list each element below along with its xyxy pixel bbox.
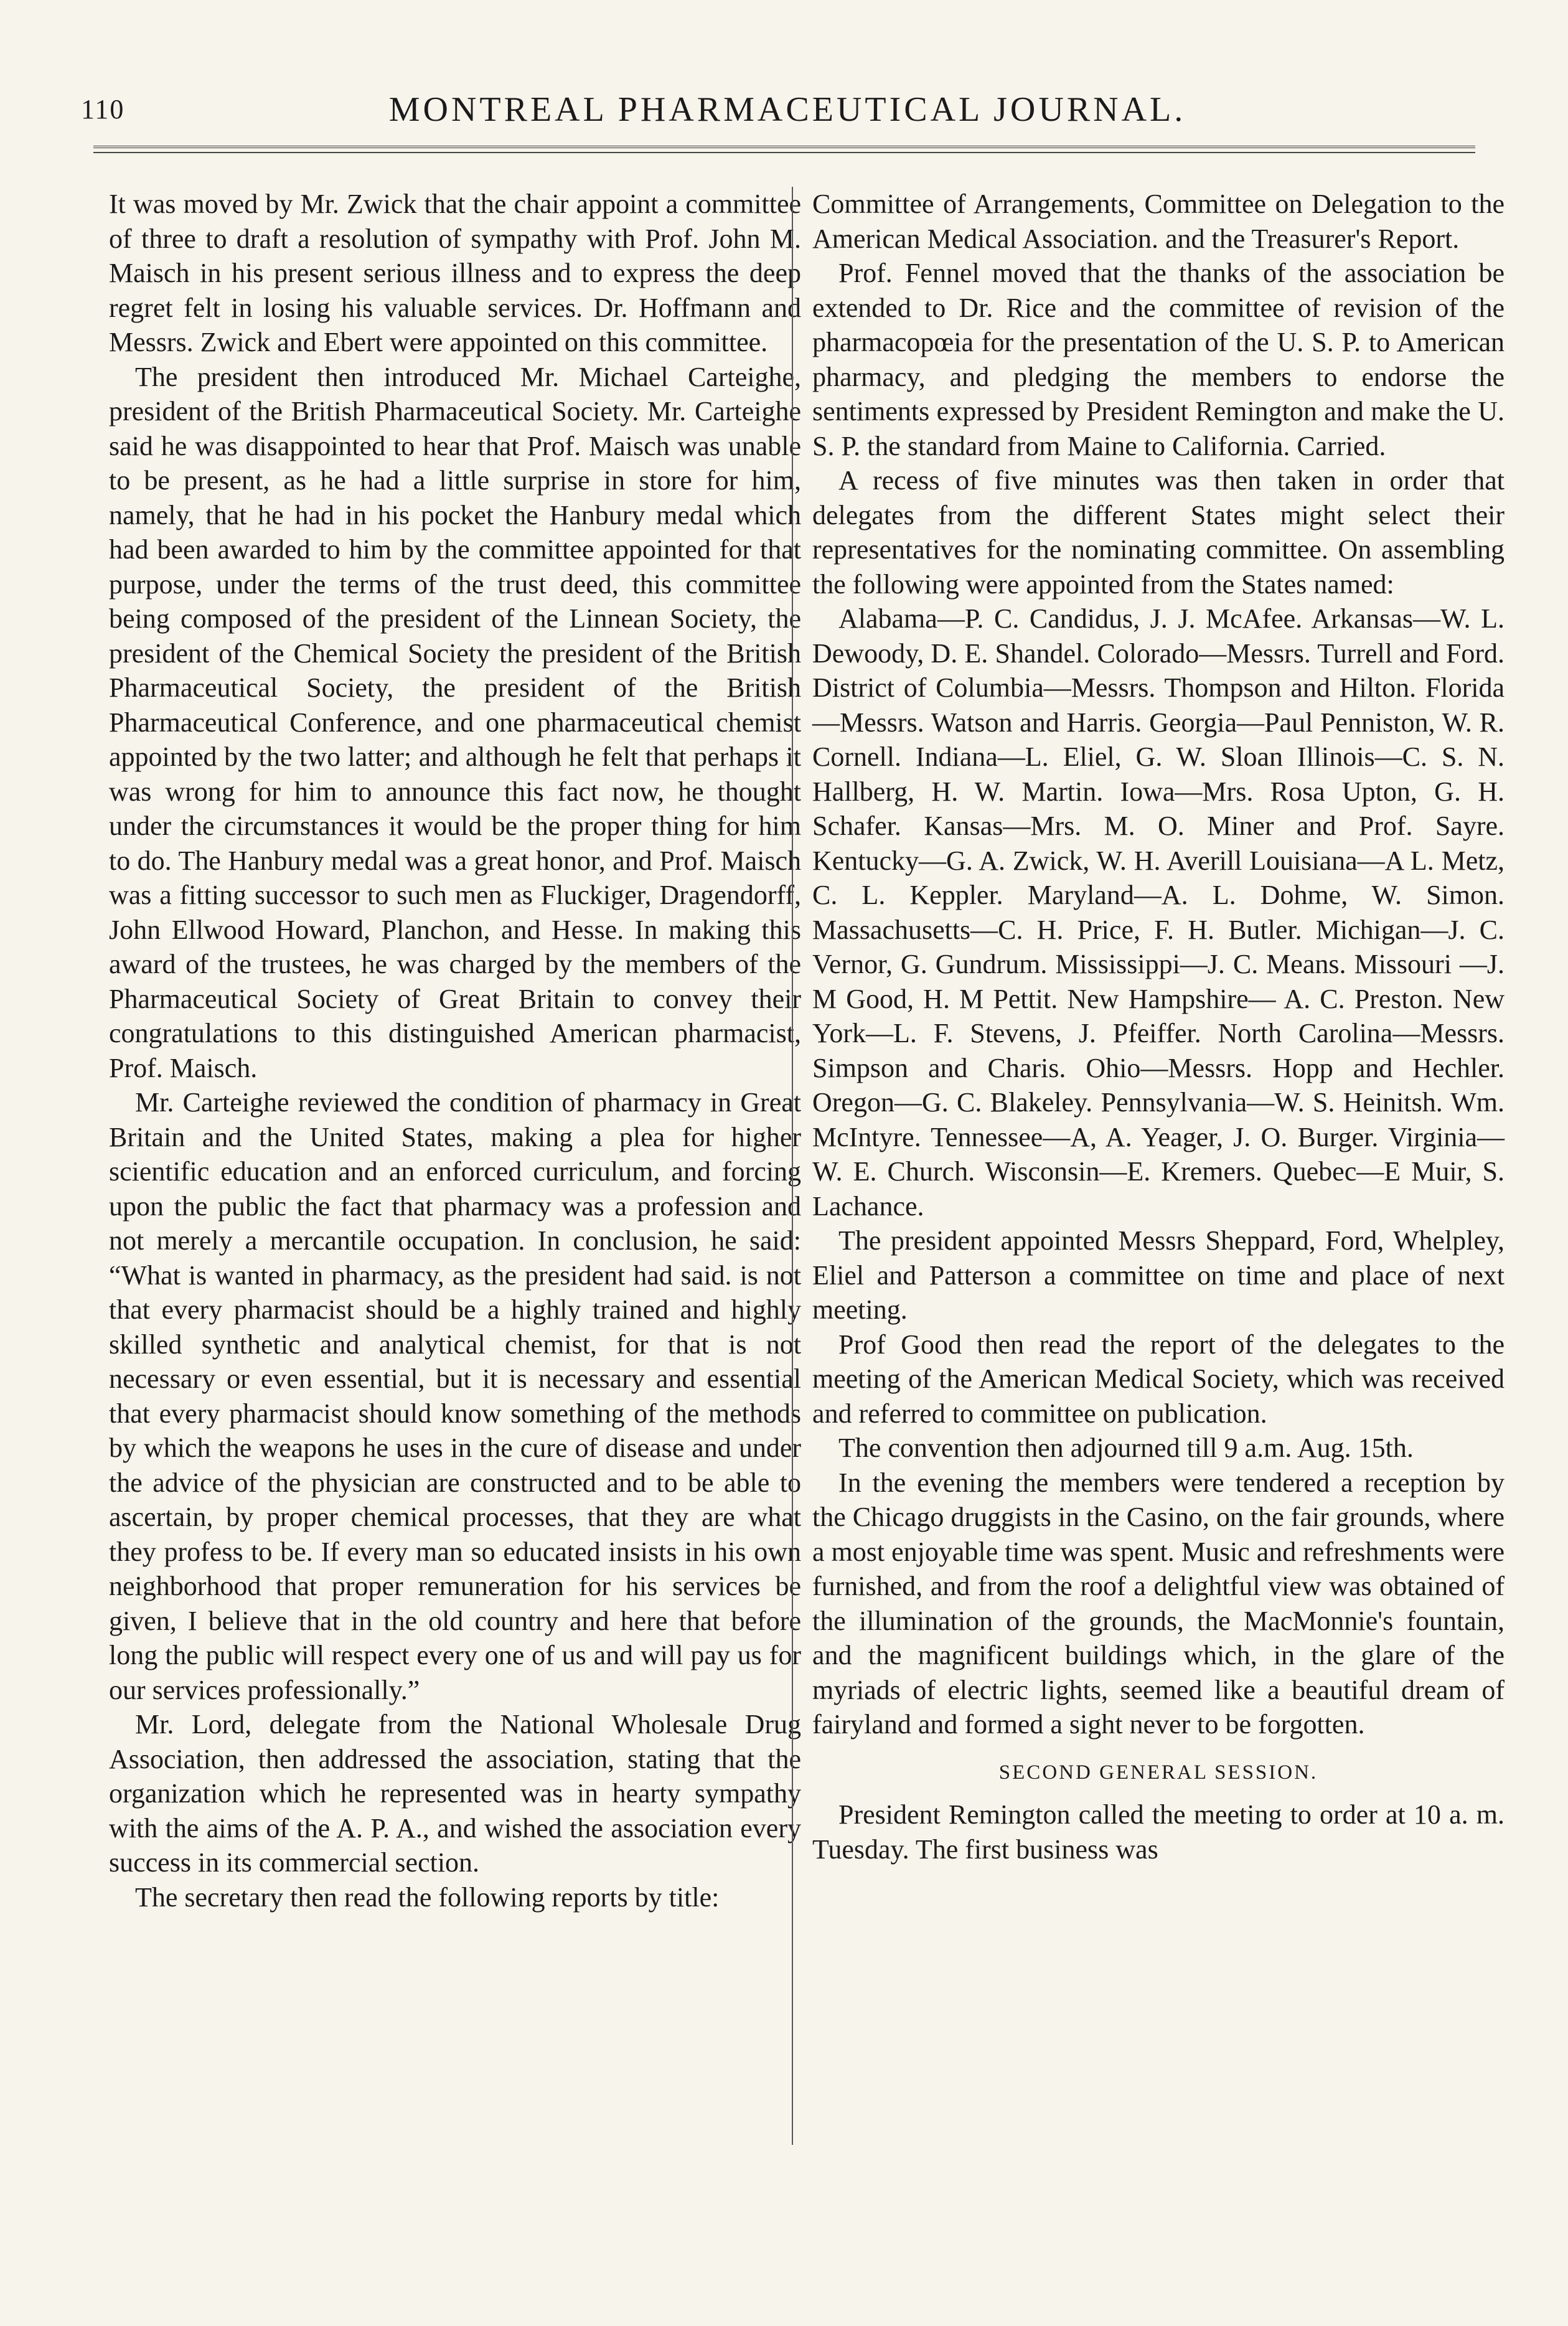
paragraph: President Remington called the meeting to order at 10 a. m. Tuesday. The first business was bbox=[812, 1799, 1505, 1865]
paragraph: The president then introduced Mr. Michael Carteighe, president of the British Pharmaceutical Society. Mr. Carteighe said he was disappointed to hear that Prof. Maisch was unable to be present, as he had a little surprise in store for him, namely, that he had in his pocket the Hanbury medal which had been awarded to him by the committee appointed for that purpose, under the terms of the trust deed, this committee being composed of the president of the Linnean Society, the president of the Chemical Society the president of the British Pharmaceutical Society, the president of the British Pharmaceutical Conference, and one pharmaceutical chemist appointed by the two latter; and although he felt that perhaps it was wrong for him to announce this fact now, he thought under the circumstances it would be the proper thing for him to do. The Hanbury medal was a great honor, and Prof. Maisch was a fitting successor to such men as Fluckiger, Dragendorff, John Ellwood Howard, Planchon, and Hesse. In making this award of the trustees, he was charged by the members of the Pharmaceutical Society of Great Britain to convey their congratulations to this distinguished American pharmacist, Prof. Maisch. bbox=[109, 361, 801, 1083]
column-divider bbox=[792, 187, 793, 2145]
left-column bbox=[109, 187, 801, 1914]
journal-title: MONTREAL PHARMACEUTICAL JOURNAL. bbox=[388, 90, 1186, 129]
section-heading: SECOND GENERAL SESSION. bbox=[998, 1761, 1318, 1784]
header-rule bbox=[93, 146, 1475, 153]
page-header bbox=[81, 90, 1494, 143]
paragraph: In the evening the members were tendered a reception by the Chicago druggists in the Casino, on the fair grounds, where a most enjoyable time was spent. Music and refreshments were furnished, and from the roof a delightful view was obtained of the illumination of the grounds, the MacMonnie's fountain, and the magnificent buildings which, in the glare of the myriads of electric lights, seemed like a beautiful dream of fairyland and formed a sight never to be forgotten. bbox=[812, 1467, 1505, 1740]
right-column bbox=[812, 187, 1505, 1867]
paragraph: It was moved by Mr. Zwick that the chair appoint a committee of three to draft a resolution of sympathy with Prof. John M. Maisch in his present serious illness and to express the deep regret felt in losing his valuable services. Dr. Hoffmann and Messrs. Zwick and Ebert were appointed on this committee. bbox=[109, 189, 801, 357]
paragraph: Prof. Fennel moved that the thanks of the association be extended to Dr. Rice and the committee of revision of the pharmacopœia for the presentation of the U. S. P. to American pharmacy, and pledging the members to endorse the sentiments expressed by President Remington and make the U. S. P. the standard from Maine to California. Carried. bbox=[812, 258, 1505, 461]
paragraph: Committee of Arrangements, Committee on Delegation to the American Medical Association. and the Treasurer's Report. bbox=[812, 189, 1505, 254]
paragraph: Prof Good then read the report of the delegates to the meeting of the American Medical Society, which was received and referred to committee on publication. bbox=[812, 1329, 1505, 1429]
paragraph: Mr. Lord, delegate from the National Wholesale Drug Association, then addressed the association, stating that the organization which he represented was in hearty sympathy with the aims of the A. P. A., and wished the association every success in its commercial section. bbox=[109, 1709, 801, 1878]
state-delegates-list: Alabama—P. C. Candidus, J. J. McAfee. Arkansas—W. L. Dewoody, D. E. Shandel. Colorado—Messrs. Turrell and Ford. District of Columbia—Messrs. Thompson and Hilton. Florida —Messrs. Watson and Harris. Georgia—Paul Penniston, W. R. Cornell. Indiana—L. Eliel, G. W. Sloan Illinois—C. S. N. Hallberg, H. W. Martin. Iowa—Mrs. Rosa Upton, G. H. Schafer. Kansas—Mrs. M. O. Miner and Prof. Sayre. Kentucky—G. A. Zwick, W. H. Averill Louisiana—A L. Metz, C. L. Keppler. Maryland—A. L. Dohme, W. Simon. Massachusetts—C. H. Price, F. H. Butler. Michigan—J. C. Vernor, G. Gundrum. Mississippi—J. C. Means. Missouri —J. M Good, H. M Pettit. New Hampshire— A. C. Preston. New York—L. F. Stevens, J. Pfeiffer. North Carolina—Messrs. Simpson and Charis. Ohio—Messrs. Hopp and Hechler. Oregon—G. C. Blakeley. Pennsylvania—W. S. Heinitsh. Wm. McIntyre. Tennessee—A, A. Yeager, J. O. Burger. Virginia—W. E. Church. Wisconsin—E. Kremers. Quebec—E Muir, S. Lachance. bbox=[812, 603, 1505, 1222]
paragraph: A recess of five minutes was then taken in order that delegates from the different States might select their representatives for the nominating committee. On assembling the following were appointed from the States named: bbox=[812, 465, 1505, 600]
paragraph: The convention then adjourned till 9 a.m. Aug. 15th. bbox=[838, 1433, 1414, 1463]
page-number: 110 bbox=[81, 94, 125, 125]
paragraph: Mr. Carteighe reviewed the condition of pharmacy in Great Britain and the United States, making a plea for higher scientific education and an enforced curriculum, and forcing upon the public the fact that pharmacy was a profession and not merely a mercantile occupation. In conclusion, he said: “What is wanted in pharmacy, as the president had said. is not that every pharmacist should be a highly trained and highly skilled synthetic and analytical chemist, for that is not necessary or even essential, but it is necessary and essential that every pharmacist should know something of the methods by which the weapons he uses in the cure of disease and under the advice of the physician are constructed and to be able to ascertain, by proper chemical processes, that they are what they profess to be. If every man so educated insists in his own neighborhood that proper remuneration for his services be given, I believe that in the old country and here that before long the public will respect every one of us and will pay us for our services professionally.” bbox=[109, 1087, 801, 1705]
paragraph: The president appointed Messrs Sheppard, Ford, Whelpley, Eliel and Patterson a committee on time and place of next meeting. bbox=[812, 1225, 1505, 1325]
paragraph: The secretary then read the following reports by title: bbox=[135, 1881, 720, 1913]
